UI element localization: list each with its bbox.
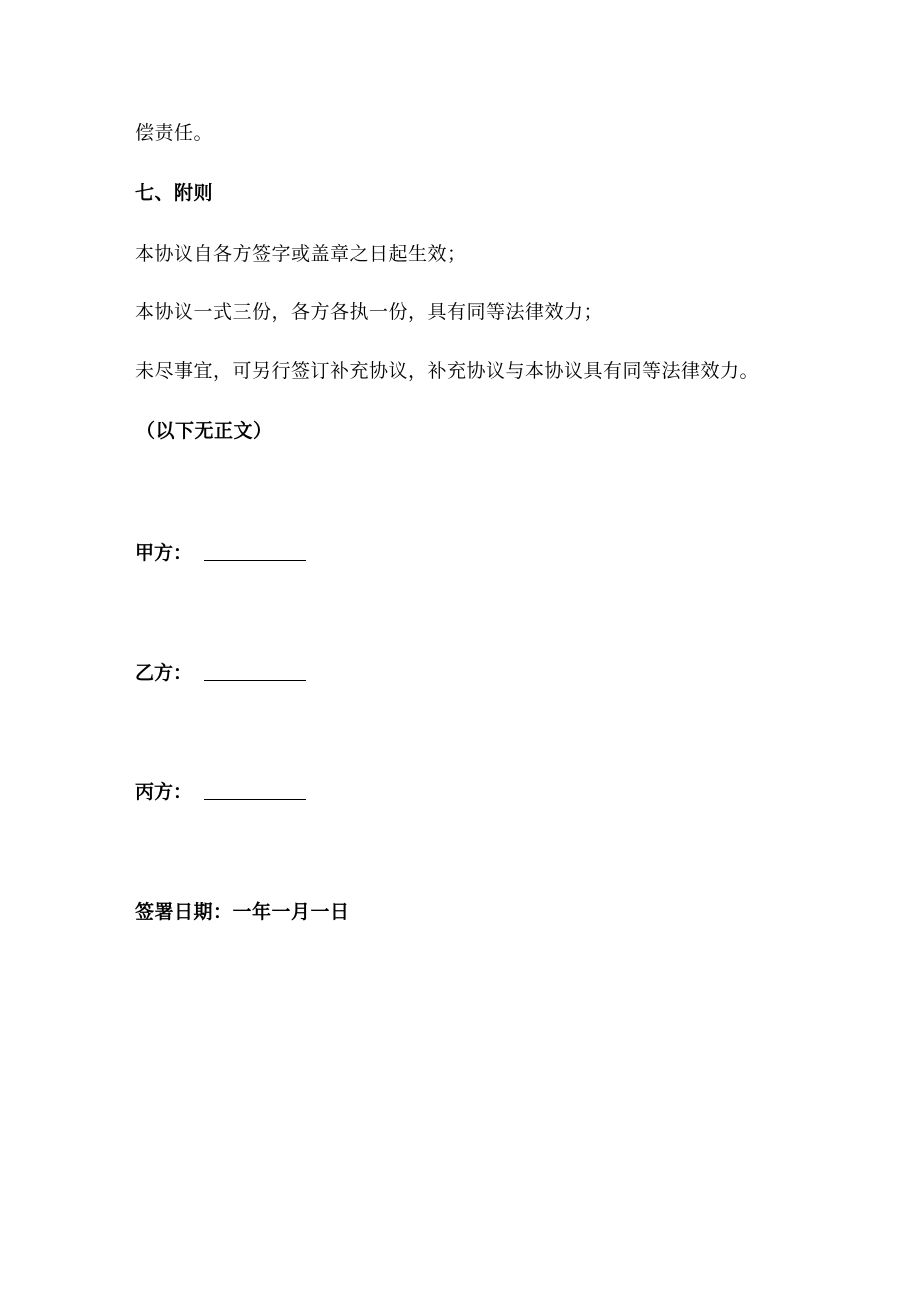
signature-label-party-c: 丙方：	[135, 781, 193, 803]
paragraph-copies: 本协议一式三份，各方各执一份，具有同等法律效力；	[135, 301, 604, 323]
signature-line-party-b	[204, 680, 306, 681]
continuation-text: 偿责任。	[135, 122, 214, 144]
section-heading: 七、附则	[135, 182, 214, 204]
signature-label-party-a: 甲方：	[135, 542, 193, 564]
signature-label-party-b: 乙方：	[135, 662, 193, 684]
signature-line-party-c	[204, 799, 306, 800]
end-note: （以下无正文）	[136, 420, 273, 442]
paragraph-effective: 本协议自各方签字或盖章之日起生效；	[135, 243, 467, 265]
signing-date: 签署日期：一年一月一日	[135, 901, 350, 923]
paragraph-supplement: 未尽事宜，可另行签订补充协议，补充协议与本协议具有同等法律效力。	[135, 360, 760, 382]
signature-line-party-a	[204, 560, 306, 561]
